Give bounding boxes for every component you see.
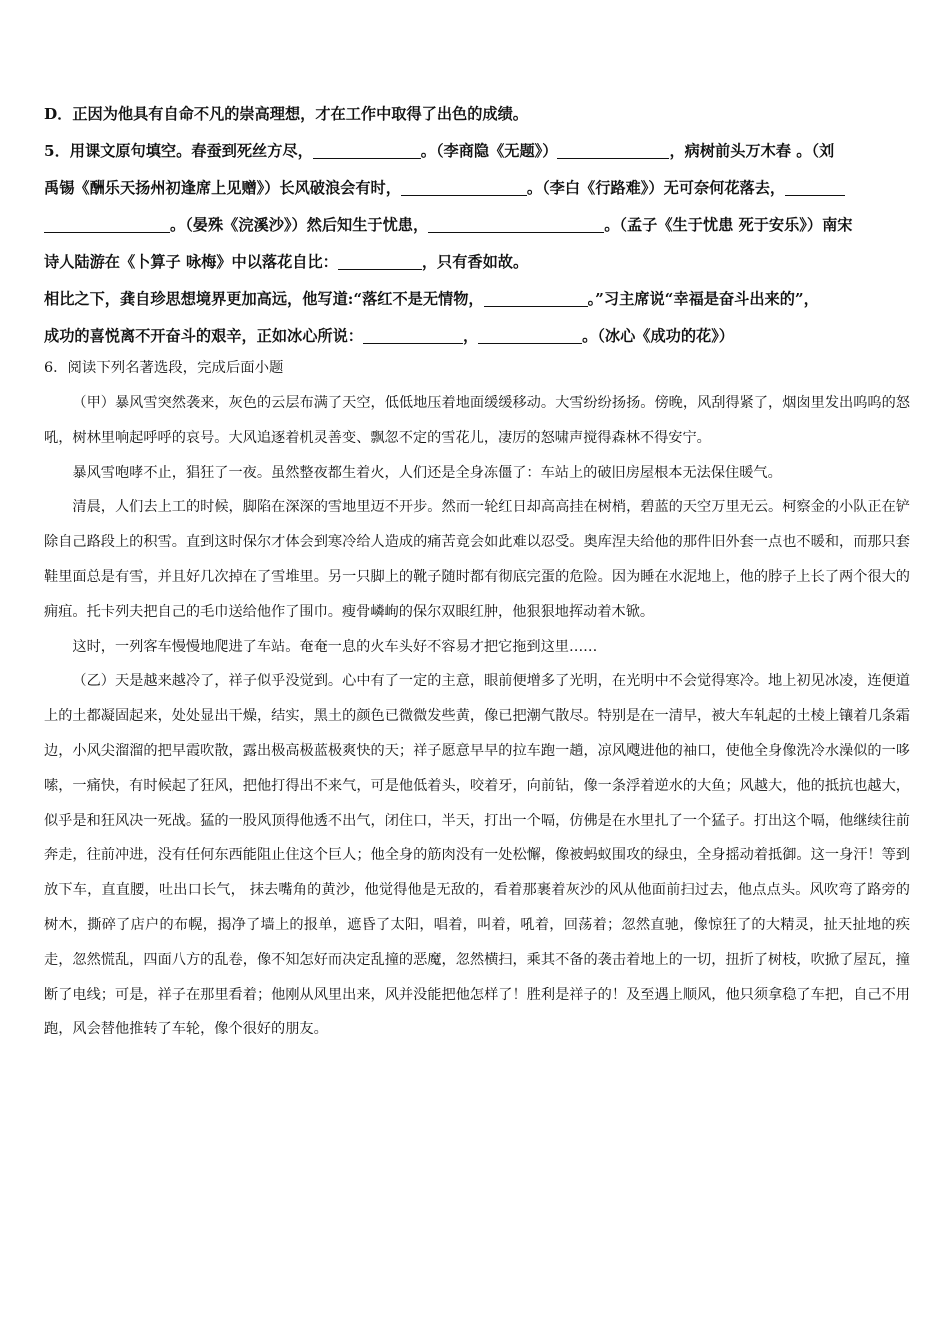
answer-blank[interactable] (785, 179, 845, 196)
passage-yi-paragraph: （乙）天是越来越冷了，祥子似乎没觉到。心中有了一定的主意，眼前便增多了光明，在光明中不会觉得寒冷。地上初见冰凌，连便道上的土都凝固起来，处处显出干燥，结实，黑土的颜色已微微发些黄，像已把潮气散尽。特别是在一清早，被大车轧起的土棱上镶着几条霜边，小风尖溜溜的把早霞吹散，露出极高极蓝极爽快的天；祥子愿意早早的拉车跑一趟，凉风飕进他的袖口，使他全身像洗冷水澡似的一哆嗦，一痛快，有时候起了狂风，把他打得出不来气，可是他低着头，咬着牙，向前钻，像一条浮着逆水的大鱼；风越大，他的抵抗也越大，似乎是和狂风决一死战。猛的一股风顶得他透不出气，闭住口，半天，打出一个嗝，仿佛是在水里扎了一个猛子。打出这个嗝，他继续往前奔走，往前冲进，没有任何东西能阻止住这个巨人；他全身的筋肉没有一处松懈，像被蚂蚁围攻的绿虫，全身摇动着抵御。这一身汗！等到放下车，直直腰，吐出口长气， 抹去嘴角的黄沙，他觉得他是无敌的，看着那裹着灰沙的风从他面前扫过去，他点点头。风吹弯了路旁的树木，撕碎了店户的布幌，揭净了墙上的报单，遮昏了太阳，唱着，叫着，吼着，回荡着；忽然直驰，像惊狂了的大精灵，扯天扯地的疾走，忽然慌乱，四面八方的乱卷，像不知怎好而决定乱撞的恶魔，忽然横扫，乘其不备的袭击着地上的一切，扭折了树枝，吹掀了屋瓦，撞断了电线；可是，祥子在那里看着；他刚从风里出来，风并没能把他怎样了！胜利是祥子的！及至遇上顺风，他只须拿稳了车把，自己不用跑，风会替他推转了车轮，像个很好的朋友。 (44, 673, 910, 1038)
answer-blank[interactable] (478, 327, 582, 344)
answer-blank[interactable] (484, 290, 588, 307)
answer-blank[interactable] (363, 327, 463, 344)
answer-blank[interactable] (313, 142, 421, 159)
passage-jia-paragraph-3: 清晨，人们去上工的时候，脚陷在深深的雪地里迈不开步。然而一轮红日却高高挂在树梢，碧蓝的天空万里无云。柯察金的小队正在铲除自己路段上的积雪。直到这时保尔才体会到寒冷给人造成的痛苦竟会如此难以忍受。奥库涅夫给他的那件旧外套一点也不暖和，而那只套鞋里面总是有雪，并且好几次掉在了雪堆里。另一只脚上的靴子随时都有彻底完蛋的危险。因为睡在水泥地上，他的脖子上长了两个很大的痈疽。托卡列夫把自己的毛巾送给他作了围巾。瘦骨嶙峋的保尔双眼红肿，他狠狠地挥动着木锨。 (44, 499, 910, 620)
q5-line-5: 相比之下，龚自珍思想境界更加高远，他写道:“落红不是无情物， 。”习主席说“幸福是奋斗出来的”， (44, 290, 819, 308)
question-5-block (44, 96, 910, 355)
q5-line-2: 禹锡《酬乐天扬州初逢席上见赠》）长风破浪会有时， 。（李白《行路难》）无可奈何花落去， (44, 170, 910, 207)
answer-blank[interactable] (428, 216, 604, 233)
passage-jia-paragraph-2: 暴风雪咆哮不止，猖狂了一夜。虽然整夜都生着火，人们还是全身冻僵了：车站上的破旧房屋根本无法保住暖气。 (72, 464, 782, 481)
answer-blank[interactable] (557, 142, 669, 159)
option-d: D．正因为他具有自命不凡的崇高理想，才在工作中取得了出色的成绩。 (44, 105, 528, 123)
passage-jia-paragraph-1: （甲）暴风雪突然袭来，灰色的云层布满了天空，低低地压着地面缓缓移动。大雪纷纷扬扬。傍晚，风刮得紧了，烟囱里发出呜呜的怒吼，树林里响起呼呼的哀号。大风追逐着机灵善变、飘忽不定的雪花儿，凄厉的怒啸声搅得森林不得安宁。 (44, 395, 910, 446)
q5-line-3: 。（晏殊《浣溪沙》）然后知生于忧患， 。（孟子《生于忧患 死于安乐》）南宋 (44, 207, 910, 244)
question-6-block (44, 350, 910, 1047)
answer-blank[interactable] (401, 179, 527, 196)
q5-line-4: 诗人陆游在《卜算子 咏梅》中以落花自比： ，只有香如故。 (44, 253, 529, 271)
answer-blank[interactable] (338, 253, 422, 270)
q5-line-1: 5．用课文原句填空。春蚕到死丝方尽， 。（李商隐《无题》） ，病树前头万木春 。（刘 (44, 142, 835, 160)
q5-line-6: 成功的喜悦离不开奋斗的艰辛，正如冰心所说： ， 。（冰心《成功的花》） (44, 327, 734, 345)
passage-jia-paragraph-4: 这时，一列客车慢慢地爬进了车站。奄奄一息的火车头好不容易才把它拖到这里…… (72, 638, 598, 655)
answer-blank[interactable] (44, 216, 170, 233)
q6-heading: 6．阅读下列名著选段，完成后面小题 (44, 360, 284, 376)
